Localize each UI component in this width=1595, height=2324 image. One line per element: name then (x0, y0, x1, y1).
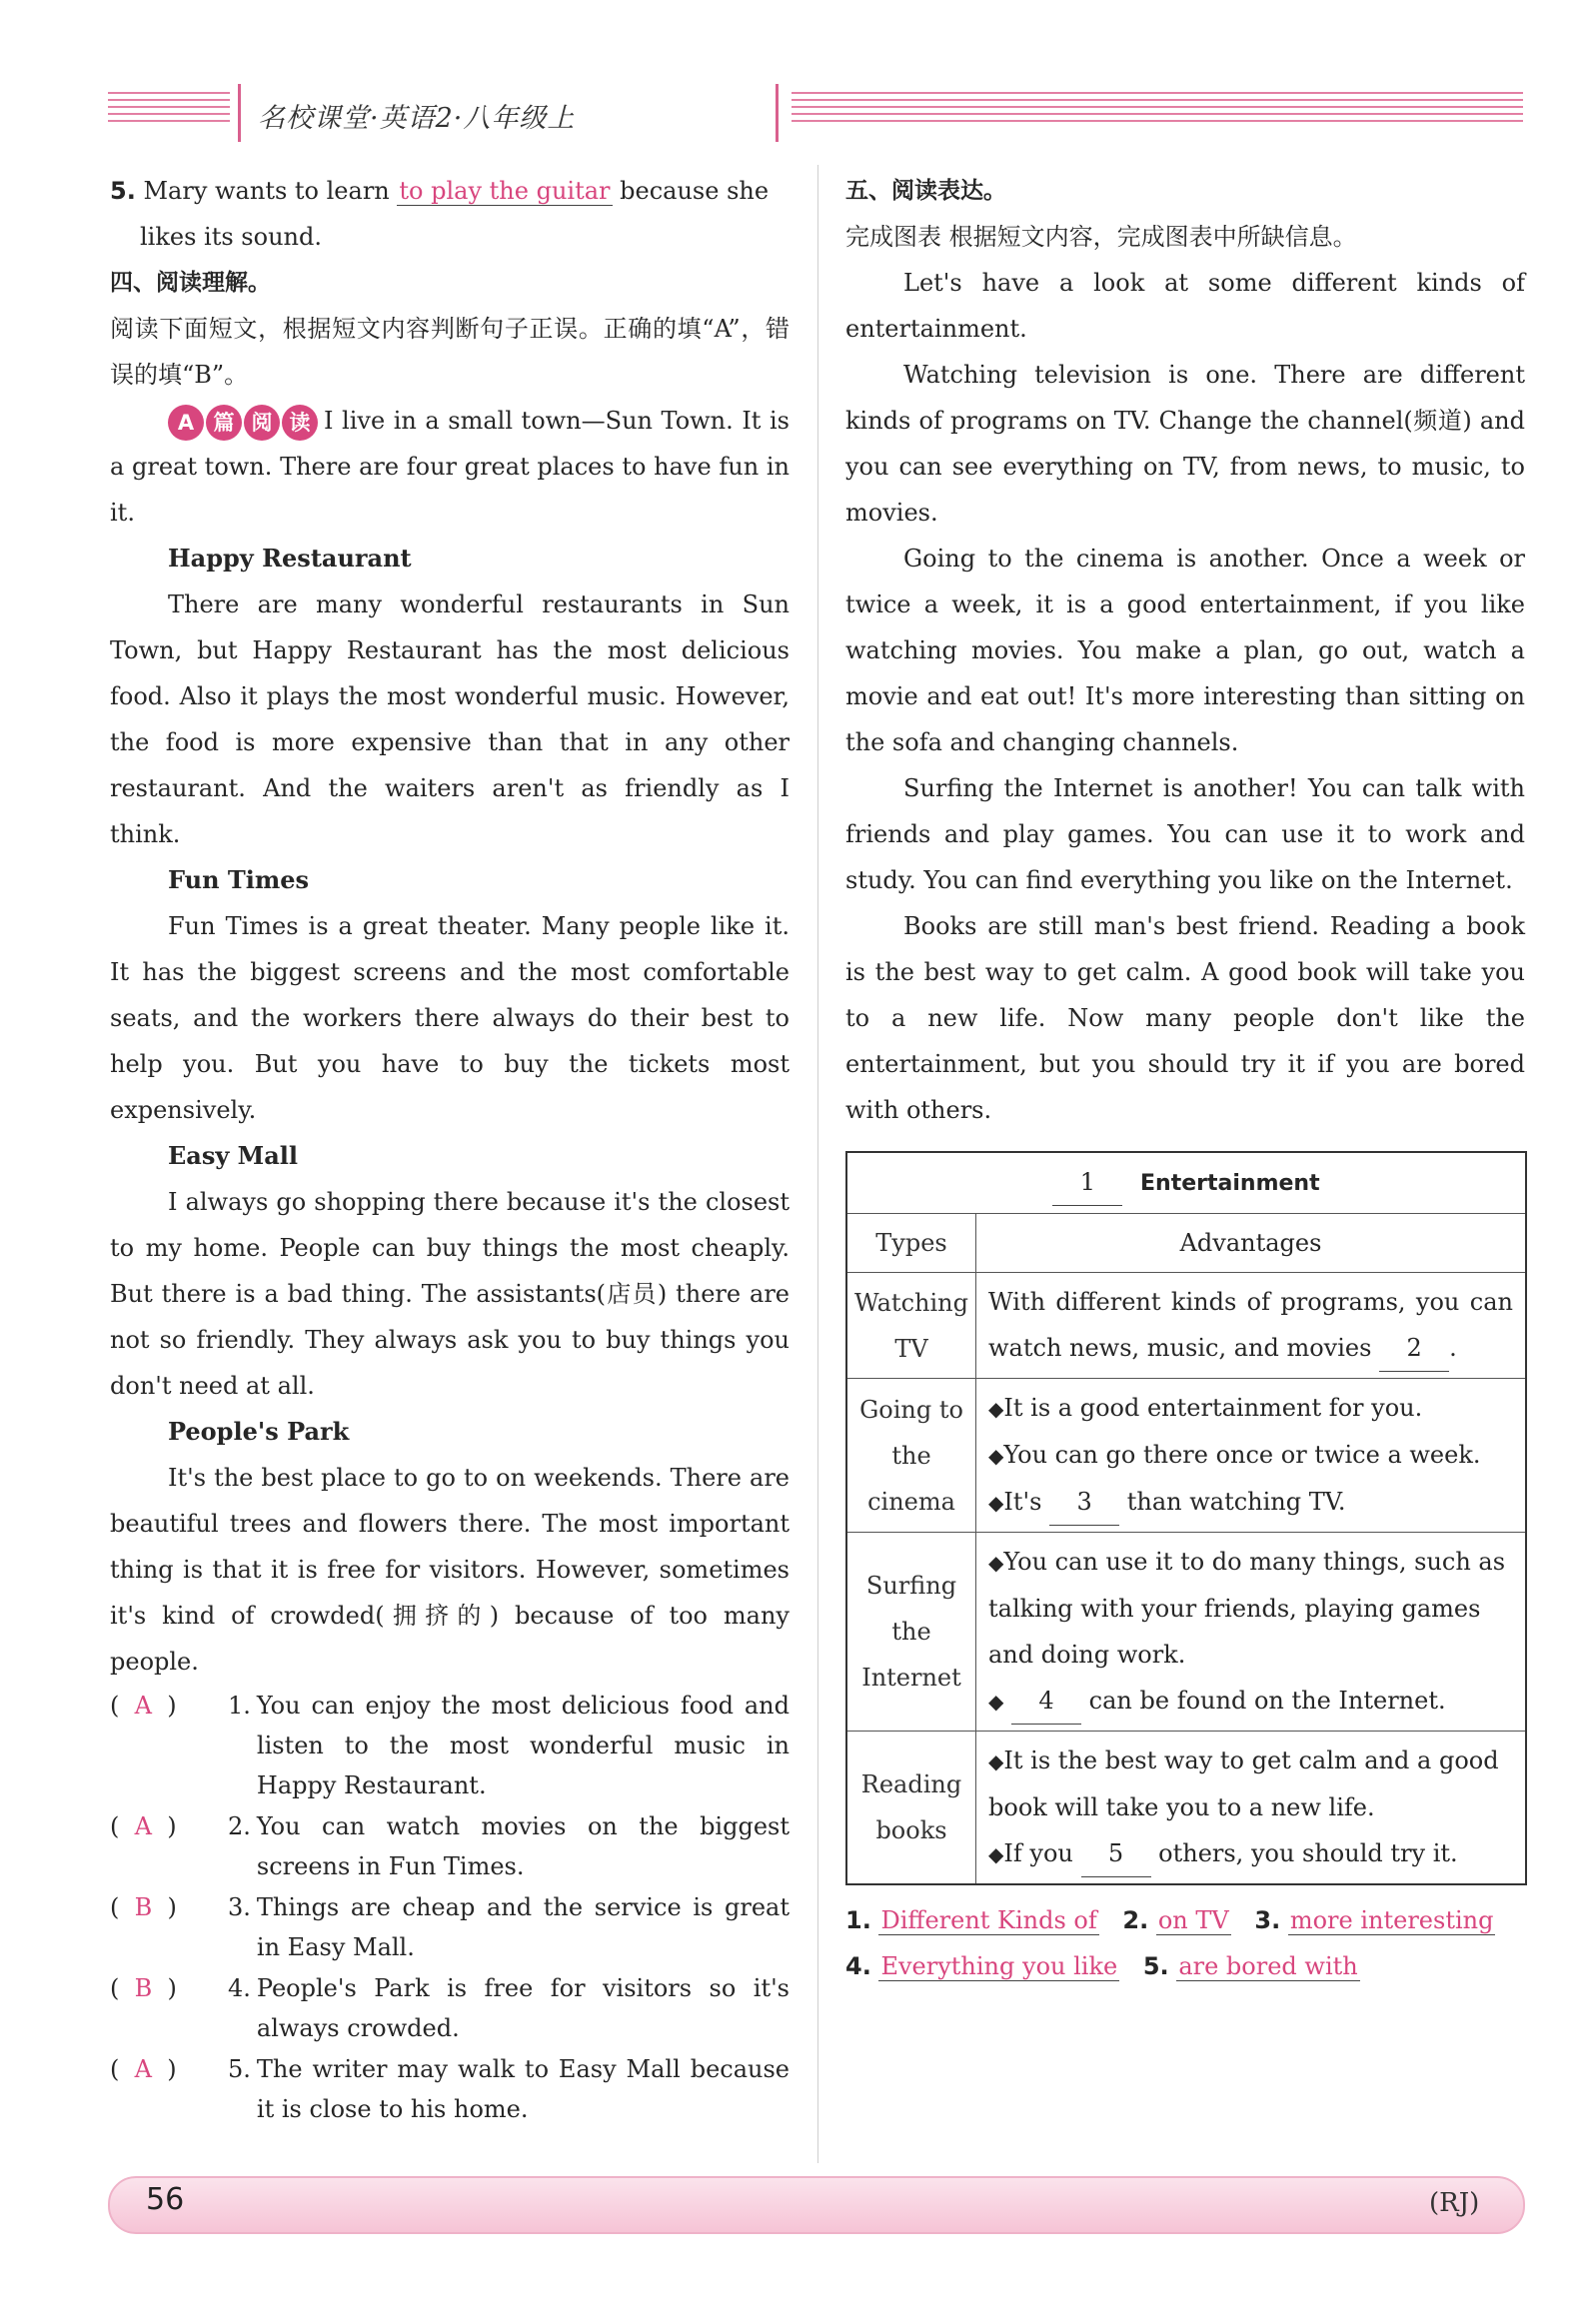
left-column (110, 168, 790, 2129)
diamond-bullet-icon: ◆ (988, 1491, 1004, 1515)
footer-bar (108, 2176, 1525, 2234)
answer-fill: to play the guitar (399, 177, 611, 205)
passage-paragraph: Going to the cinema is another. Once a week or twice a week, it is a good entertainment, if you like watching movies. You make a plan, go out, watch a movie and eat out! It's more interesting than sitting on the sofa and changing channels. (845, 545, 1525, 756)
table-row: Reading books ◆It is the best way to get calm and a good book will take you to a new life. ◆If you 5 others, you should try it. (846, 1732, 1526, 1885)
header-decoration-right (792, 92, 1523, 126)
edition-label: (RJ) (1429, 2188, 1480, 2218)
blank-5: 5 (1081, 1830, 1151, 1877)
true-false-question: ( A ) 5. The writer may walk to Easy Mall because it is close to his home. (110, 2055, 790, 2123)
place-paragraph: It's the best place to go to on weekends. There are beautiful trees and flowers there. The most important thing is that it is free for visitors. However, sometimes it's kind of crowded(拥挤的) because of too many people. (110, 1464, 790, 1676)
diamond-bullet-icon: ◆ (988, 1444, 1004, 1468)
section-heading: 五、阅读表达。 (845, 178, 1006, 204)
header-divider (238, 84, 241, 142)
place-heading: Fun Times (168, 865, 310, 894)
place-heading: Easy Mall (168, 1141, 299, 1170)
right-column (845, 168, 1525, 1989)
section-heading: 四、阅读理解。 (110, 270, 271, 296)
passage-paragraph: Books are still man's best friend. Reading a book is the best way to get calm. A good book will take you to a new life. Now many people don't like the entertainment, but you should try it if you are bored with others. (845, 912, 1525, 1124)
header-decoration-left (108, 92, 230, 126)
table-row: Surfing the Internet ◆You can use it to do many things, such as talking with your friends, playing games and doing work. ◆ 4 can be found on the Internet. (846, 1533, 1526, 1732)
answer-key: 1. Different Kinds of 2. on TV 3. more interesting 4. Everything you like 5. are bored with (845, 1906, 1494, 1980)
true-false-question: ( B ) 3. Things are cheap and the service is great in Easy Mall. (110, 1893, 790, 1961)
passage-paragraph: Surfing the Internet is another! You can talk with friends and play games. You can use it to work and study. You can find everything you like on the Internet. (845, 774, 1525, 894)
true-false-question: ( A ) 1. You can enjoy the most delicious food and listen to the most wonderful music in Happy Restaurant. (110, 1692, 790, 1799)
intro-paragraph: A 篇 阅 读 I live in a small town—Sun Town. It is a great town. There are four great places to have fun in it. (110, 398, 790, 536)
page-number: 56 (146, 2182, 185, 2217)
place-heading: Happy Restaurant (168, 544, 412, 573)
column-divider (817, 165, 818, 2163)
section-instruction: 阅读下面短文，根据短文内容判断句子正误。正确的填“A”，错误的填“B”。 (110, 315, 790, 389)
passage-paragraph: Let's have a look at some different kinds of entertainment. (845, 269, 1525, 343)
header-title: 名校课堂·英语2·八年级上 (258, 103, 576, 134)
blank-1: 1 (1052, 1159, 1122, 1206)
table-row: Going to the cinema ◆It is a good entertainment for you. ◆You can go there once or twice a week. ◆It's 3 than watching TV. (846, 1379, 1526, 1533)
diamond-bullet-icon: ◆ (988, 1749, 1004, 1773)
passage-paragraph: Watching television is one. There are different kinds of programs on TV. Change the channel(频道) and you can see everything on TV, from news, to music, to movies. (845, 361, 1525, 527)
column-header: Advantages (976, 1214, 1527, 1273)
diamond-bullet-icon: ◆ (988, 1397, 1004, 1421)
true-false-question: ( B ) 4. People's Park is free for visitors so it's always crowded. (110, 1974, 790, 2042)
blank-3: 3 (1049, 1479, 1119, 1526)
answer-mark: B (134, 1974, 153, 2002)
answer-mark: B (134, 1893, 153, 1921)
header-divider (776, 84, 779, 142)
answer-mark: A (134, 1692, 152, 1720)
place-paragraph: There are many wonderful restaurants in Sun Town, but Happy Restaurant has the most delicious food. Also it plays the most wonderful music. However, the food is more expensive than that in any other restaurant. And the waiters aren't as friendly as I think. (110, 590, 790, 848)
table-row: Watching TV With different kinds of programs, you can watch news, music, and movies 2 . (846, 1273, 1526, 1379)
table-title-row: 1 Entertainment (846, 1152, 1526, 1214)
column-header: Types (846, 1214, 976, 1273)
blank-4: 4 (1011, 1678, 1081, 1725)
blank-2: 2 (1379, 1325, 1449, 1372)
section-instruction: 完成图表 根据短文内容，完成图表中所缺信息。 (845, 223, 1357, 251)
place-paragraph: Fun Times is a great theater. Many people like it. It has the biggest screens and the most comfortable seats, and the workers there always do their best to help you. But you have to buy the tickets most expensively. (110, 912, 790, 1124)
table-header-row (846, 1214, 1526, 1273)
reading-badge: A 篇 阅 读 (168, 405, 318, 441)
diamond-bullet-icon: ◆ (988, 1690, 1004, 1714)
answer-mark: A (134, 1812, 152, 1840)
answer-mark: A (134, 2055, 152, 2083)
true-false-question: ( A ) 2. You can watch movies on the biggest screens in Fun Times. (110, 1812, 790, 1880)
entertainment-table (845, 1151, 1527, 1885)
question-5-continuation: likes its sound. (140, 223, 322, 251)
question-5-line: 5. Mary wants to learn to play the guitar because she (110, 177, 770, 205)
place-paragraph: I always go shopping there because it's the closest to my home. People can buy things the most cheaply. But there is a bad thing. The assistants(店员) there are not so friendly. They always ask you to buy things you don't need at all. (110, 1188, 790, 1400)
diamond-bullet-icon: ◆ (988, 1551, 1004, 1575)
place-heading: People's Park (168, 1417, 350, 1446)
diamond-bullet-icon: ◆ (988, 1842, 1004, 1866)
